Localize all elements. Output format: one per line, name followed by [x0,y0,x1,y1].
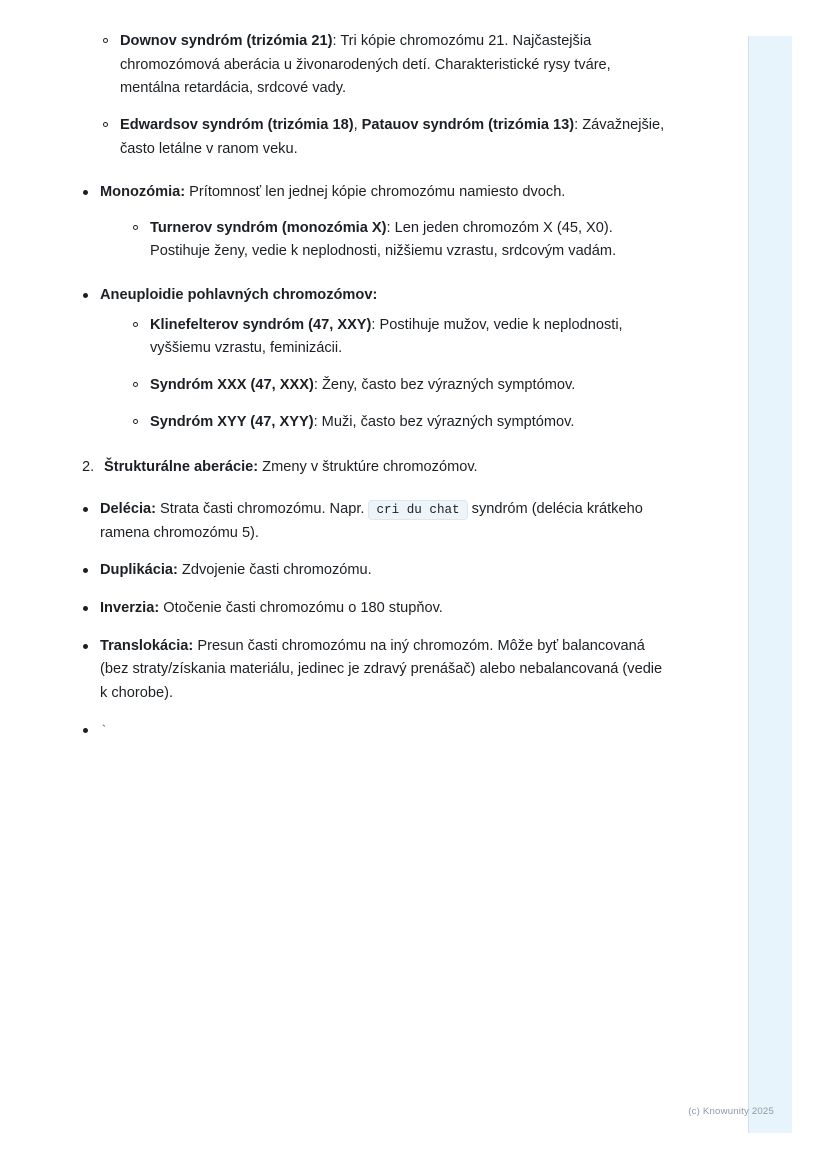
solid-bullet-icon [83,507,88,512]
list-item-title: Translokácia: [100,637,194,654]
list-item [70,181,670,264]
list-item-text: Postihuje mužov, vedie k neplodnosti, vyššiemu vzrastu, feminizácii. [150,316,623,357]
solid-bullet-icon [83,606,88,611]
list-item-title: Inverzia: [100,599,160,616]
list-item-title: Syndróm XYY (47, XYY) [150,413,314,430]
list-item-title: Turnerov syndróm (monozómia X) [150,219,387,236]
hollow-bullet-icon [133,225,138,230]
list-item-text: Otočenie časti chromozómu o 180 stupňov. [159,599,443,616]
list-item-title: Delécia: [100,500,156,517]
sub-list [122,314,670,435]
list-item [70,559,670,583]
solid-bullet-icon [83,293,88,298]
list-item [92,114,670,161]
hollow-bullet-icon [133,382,138,387]
list-item-text: ` [100,723,108,739]
list-item [122,314,670,361]
list-item-title: Syndróm XXX (47, XXX) [150,377,314,394]
solid-bullet-icon [83,644,88,649]
list-item [122,411,670,435]
list-item-comma: , [353,116,362,133]
list-item [70,635,670,706]
list-item [70,597,670,621]
hollow-bullet-icon [133,419,138,424]
list-item-title: Downov syndróm (trizómia 21) [120,33,333,49]
list-item-text: Ženy, často bez výrazných symptómov. [321,377,576,394]
numbered-section-text: Zmeny v štruktúre chromozómov. [258,459,478,476]
list-item-text-after: syndróm (delécia krátkeho ramena chromozómu 5). [100,500,643,541]
list-item-text: Tri kópie chromozómu 21. Najčastejšia chromozómová aberácia u živonarodených detí. Charakteristické rysy tváre, mentálna retardácia, srdcové vady. [120,33,611,97]
list-item-text: Prítomnosť len jednej kópie chromozómu namiesto dvoch. [185,184,566,201]
page-side-band-divider [748,36,749,1133]
inline-code: cri du chat [368,500,467,520]
page-side-band [748,36,792,1133]
list-item [70,498,670,545]
hollow-bullet-icon [103,38,108,43]
document-content [70,30,670,757]
list-item-text: Závažnejšie, často letálne v ranom veku. [120,116,665,157]
list-item-text: Len jeden chromozóm X (45, X0). Postihuje ženy, vedie k neplodnosti, nižšiemu vzrastu, srdcovým vadám. [150,219,617,260]
list-item-separator: : [313,377,322,394]
list-item-title: Duplikácia: [100,562,178,579]
list-item-title: Edwardsov syndróm (trizómia 18) [120,116,354,133]
sub-list [122,217,670,264]
solid-bullet-icon [83,728,88,733]
hollow-bullet-icon [103,122,108,127]
list-item-separator: : [386,219,395,236]
list-item-separator: : [332,33,341,49]
solid-bullet-icon [83,568,88,573]
list-item-separator: : [371,316,380,333]
list-item-text: Presun časti chromozómu na iný chromozóm. Môže byť balancovaná (bez straty/získania materiálu, jedinec je zdravý prenášač) alebo nebalancovaná (vedie k chorobe). [100,637,663,701]
solid-bullet-icon [83,190,88,195]
list-item-text: Muži, často bez výrazných symptómov. [321,413,575,430]
list-item [122,374,670,398]
list-item-title: Klinefelterov syndróm (47, XXY) [150,316,372,333]
list-item [70,719,670,743]
list-item-separator: : [313,413,322,430]
list-item-text: Zdvojenie časti chromozómu. [177,562,372,579]
numbered-section-title: Štrukturálne aberácie: [104,459,259,476]
hollow-bullet-icon [133,322,138,327]
numbered-section-number: 2. [82,459,95,476]
list-item-text: Strata časti chromozómu. Napr. [155,500,369,517]
list-item-title: Aneuploidie pohlavných chromozómov: [100,287,378,304]
list-item [122,217,670,264]
list-item-separator: : [574,116,583,133]
list-item [92,30,670,101]
list-item-title: Monozómia: [100,184,186,201]
list-item [70,284,670,434]
copyright-footer: (c) Knowunity 2025 [688,1106,774,1117]
numbered-section [82,456,670,480]
list-item-title-secondary: Patauov syndróm (trizómia 13) [361,116,575,133]
